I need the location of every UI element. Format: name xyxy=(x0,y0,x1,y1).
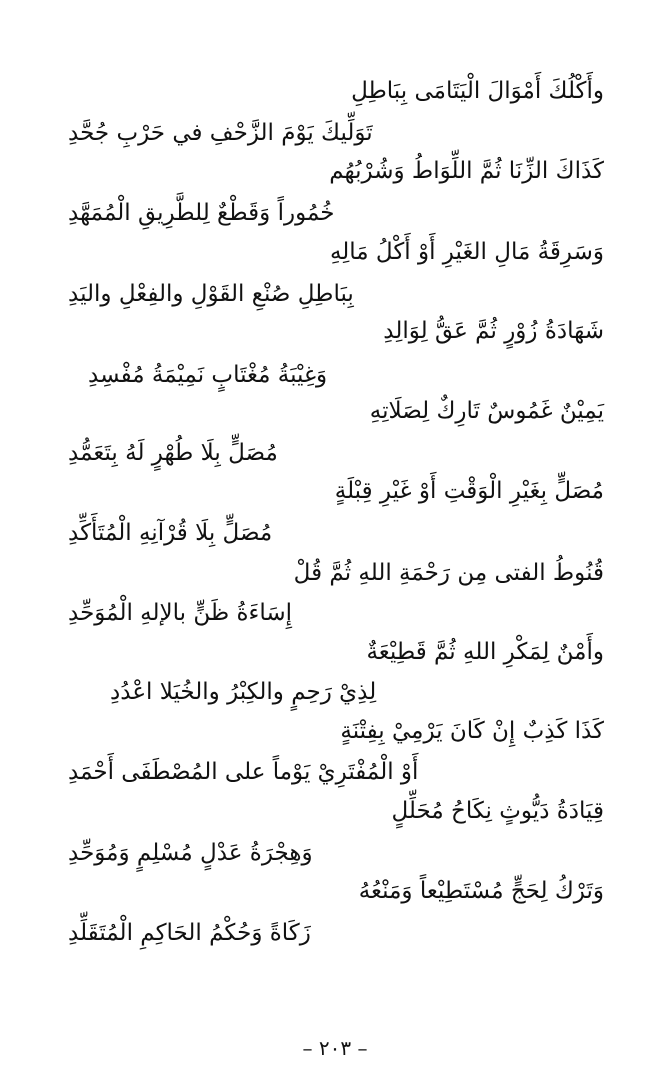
verse-line: مُصَلٍّ بِلَا طُهْرٍ لَهُ بِتَعَمُّدِ xyxy=(68,440,278,466)
verse-line: وَغِيْبَةُ مُغْتَابٍ نَمِيْمَةُ مُفْسِدِ xyxy=(88,362,328,388)
verse-line: زَكَاةً وَحُكْمُ الحَاكِمِ الْمُتَقَلِّدِ xyxy=(68,920,311,946)
verse-line: وَهِجْرَةُ عَدْلٍ مُسْلِمٍ وَمُوَحِّدِ xyxy=(68,840,313,866)
verse-line: تَوَلِّيكَ يَوْمَ الزَّحْفِ في حَرْبِ جُحَّدِ xyxy=(68,120,373,146)
verse-line: قُنُوطُ الفتى مِن رَحْمَةِ اللهِ ثُمَّ قُلْ xyxy=(293,560,604,586)
verse-line: قِيَادَةُ دَيُّوثٍ نِكَاحُ مُحَلِّلٍ xyxy=(391,798,604,824)
page-number: – ٢٠٣ – xyxy=(302,1036,368,1060)
verse-line: شَهَادَةُ زُوْرٍ ثُمَّ عَقُّ لِوَالِدِ xyxy=(383,318,604,344)
verse-line: مُصَلٍّ بِلَا قُرْآنِهِ الْمُتَأَكِّدِ xyxy=(68,520,273,546)
verse-line: بِبَاطِلِ صُنْعِ القَوْلِ والفِعْلِ واليَدِ xyxy=(68,281,354,307)
verse-line: وَسَرِقَةُ مَالِ الغَيْرِ أَوْ أَكْلُ مَالِهِ xyxy=(329,239,604,265)
verse-line: وأَكْلُكَ أَمْوَالَ الْيَتَامَى بِبَاطِلِ xyxy=(351,78,604,104)
verse-line: أَوْ الْمُفْتَرِيْ يَوْماً على المُصْطَفَى أَحْمَدِ xyxy=(68,759,419,785)
verse-line: خُمُوراً وَقَطْعٌ لِلطَّرِيقِ الْمُمَهَّدِ xyxy=(68,200,335,226)
verse-line: إِسَاءَةُ ظَنٍّ بالإلهِ الْمُوَحِّدِ xyxy=(68,600,293,626)
verse-line: كَذَاكَ الزِّنَا ثُمَّ اللِّوَاطُ وَشُرْبُهُم xyxy=(329,158,604,184)
verse-line: يَمِيْنٌ غَمُوسٌ تَارِكٌ لِصَلَاتِهِ xyxy=(369,398,604,424)
verse-line: مُصَلٍّ بِغَيْرِ الْوَقْتِ أَوْ غَيْرِ قِبْلَةٍ xyxy=(334,478,604,504)
verse-line: وَتَرْكُ لِحَجٍّ مُسْتَطِيْعاً وَمَنْعُهُ xyxy=(358,878,604,904)
verse-line: كَذَا كَذِبٌ إِنْ كَانَ يَرْمِيْ بِفِتْنَةٍ xyxy=(340,718,604,744)
verse-line: لِذِيْ رَحِمٍ والكِبْرُ والخُيَلا اعْدُدِ xyxy=(110,679,377,705)
verse-line: وأَمْنٌ لِمَكْرِ اللهِ ثُمَّ قَطِيْعَةٌ xyxy=(366,639,604,665)
